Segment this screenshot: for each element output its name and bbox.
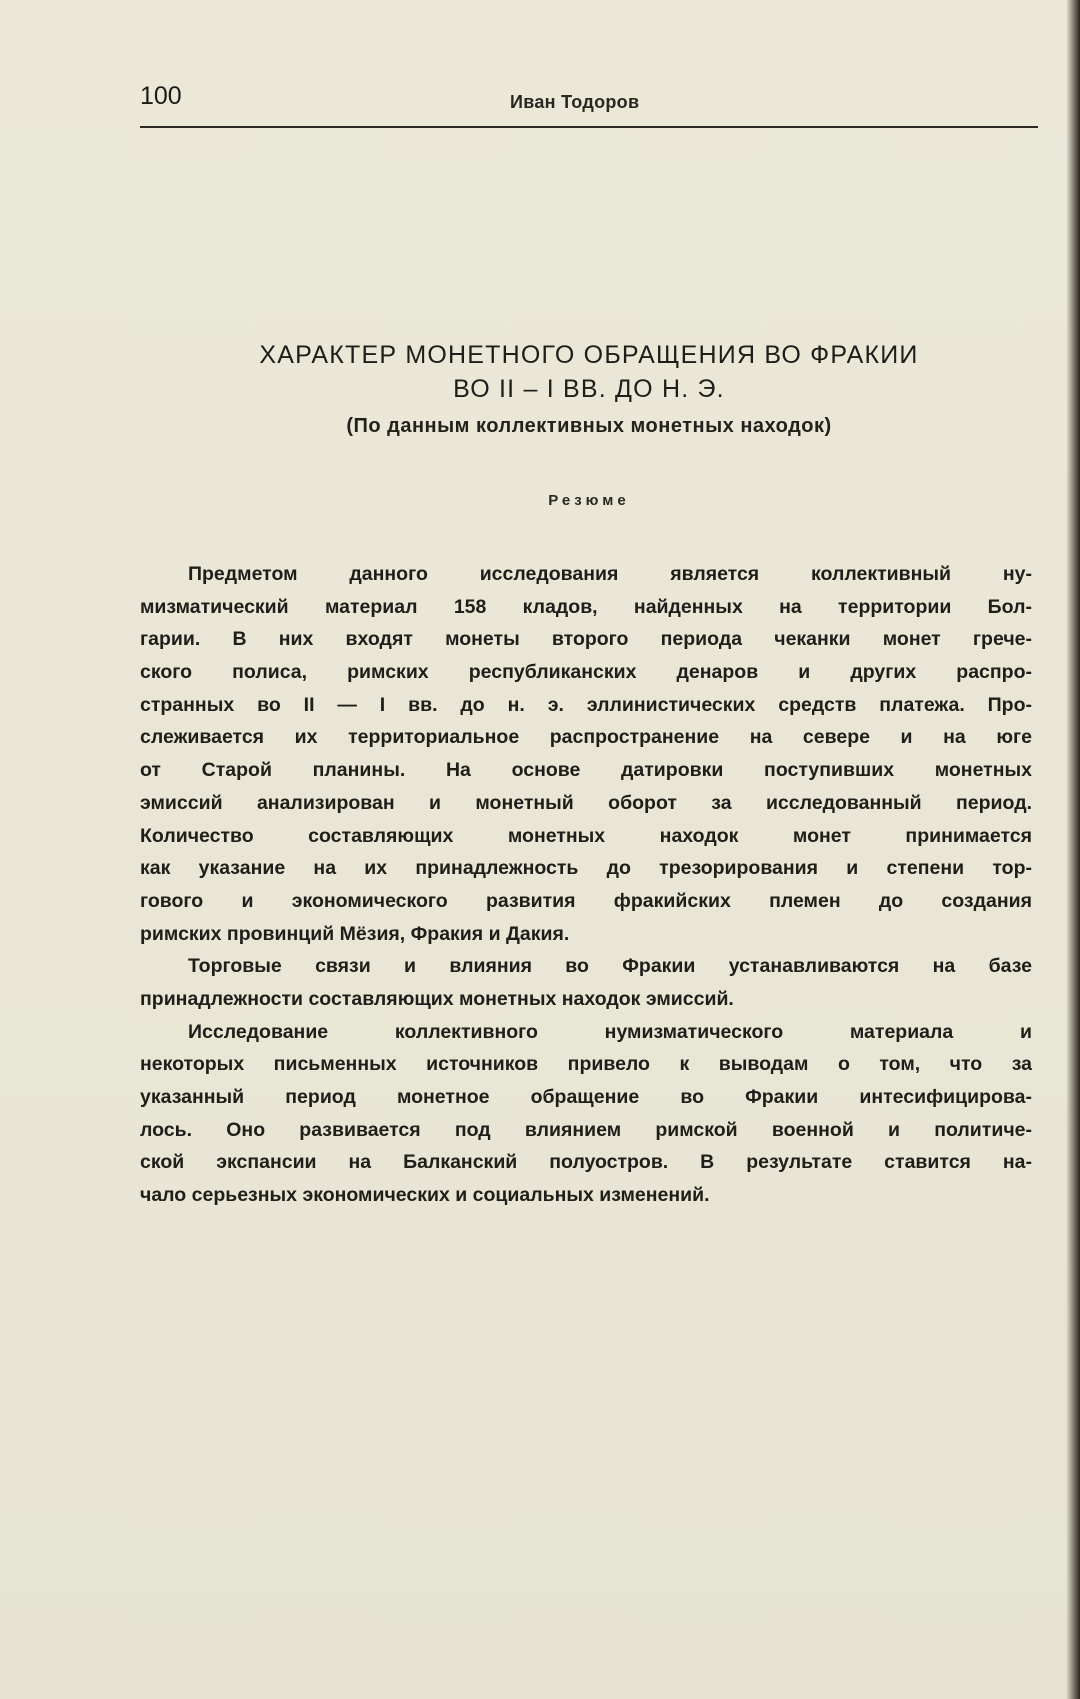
text-line: римских провинций Мёзия, Фракия и Дакия. <box>140 922 570 945</box>
page-spine-shadow <box>1066 0 1080 1699</box>
text-line: ской экспансии на Балканский полуостров. В результате ставится на- <box>140 1151 1032 1174</box>
text-line: принадлежности составляющих монетных находок эмиссий. <box>140 987 734 1010</box>
summary-body <box>140 558 1032 1212</box>
text-line: странных во II — I вв. до н. э. эллинистических средств платежа. Про- <box>140 693 1032 716</box>
paragraph-2 <box>140 950 1032 1015</box>
text-line: от Старой планины. На основе датировки поступивших монетных <box>140 759 1032 782</box>
running-head-author: Иван Тодоров <box>510 92 640 112</box>
text-line: чало серьезных экономических и социальных изменений. <box>140 1184 710 1207</box>
text-line: гового и экономического развития фракийских племен до создания <box>140 889 1032 912</box>
text-line: Исследование коллективного нумизматического материала и <box>188 1020 1032 1043</box>
text-line: мизматический материал 158 кладов, найденных на территории Бол- <box>140 595 1032 618</box>
text-line: Предметом данного исследования является коллективный ну- <box>188 563 1032 585</box>
page-header <box>140 80 1038 128</box>
article-title-block <box>140 338 1038 438</box>
text-line: Торговые связи и влияния во Фракии устанавливаются на базе <box>188 955 1032 978</box>
text-line: ского полиса, римских республиканских денаров и других распро- <box>140 661 1032 684</box>
article-title-line-2: ВО II – I ВВ. ДО Н. Э. <box>453 375 725 403</box>
text-line: слеживается их территориальное распространение на севере и на юге <box>140 726 1032 749</box>
page-number: 100 <box>140 82 182 110</box>
text-line: Количество составляющих монетных находок монет принимается <box>140 824 1032 847</box>
article-subtitle: (По данным коллективных монетных находок) <box>346 415 832 437</box>
article-title-line-1: ХАРАКТЕР МОНЕТНОГО ОБРАЩЕНИЯ ВО ФРАКИИ <box>259 341 919 369</box>
section-label-summary: Резюме <box>548 492 630 509</box>
text-line: как указание на их принадлежность до трезорирования и степени тор- <box>140 857 1032 880</box>
text-line: некоторых письменных источников привело к выводам о том, что за <box>140 1053 1032 1076</box>
text-line: указанный период монетное обращение во Фракии интесифицирова- <box>140 1086 1032 1108</box>
text-line: эмиссий анализирован и монетный оборот за исследованный период. <box>140 791 1032 814</box>
paragraph-1 <box>140 558 1032 950</box>
text-line: гарии. В них входят монеты второго периода чеканки монет грече- <box>140 628 1032 651</box>
text-line: лось. Оно развивается под влиянием римской военной и политиче- <box>140 1118 1032 1141</box>
paragraph-3 <box>140 1016 1032 1212</box>
